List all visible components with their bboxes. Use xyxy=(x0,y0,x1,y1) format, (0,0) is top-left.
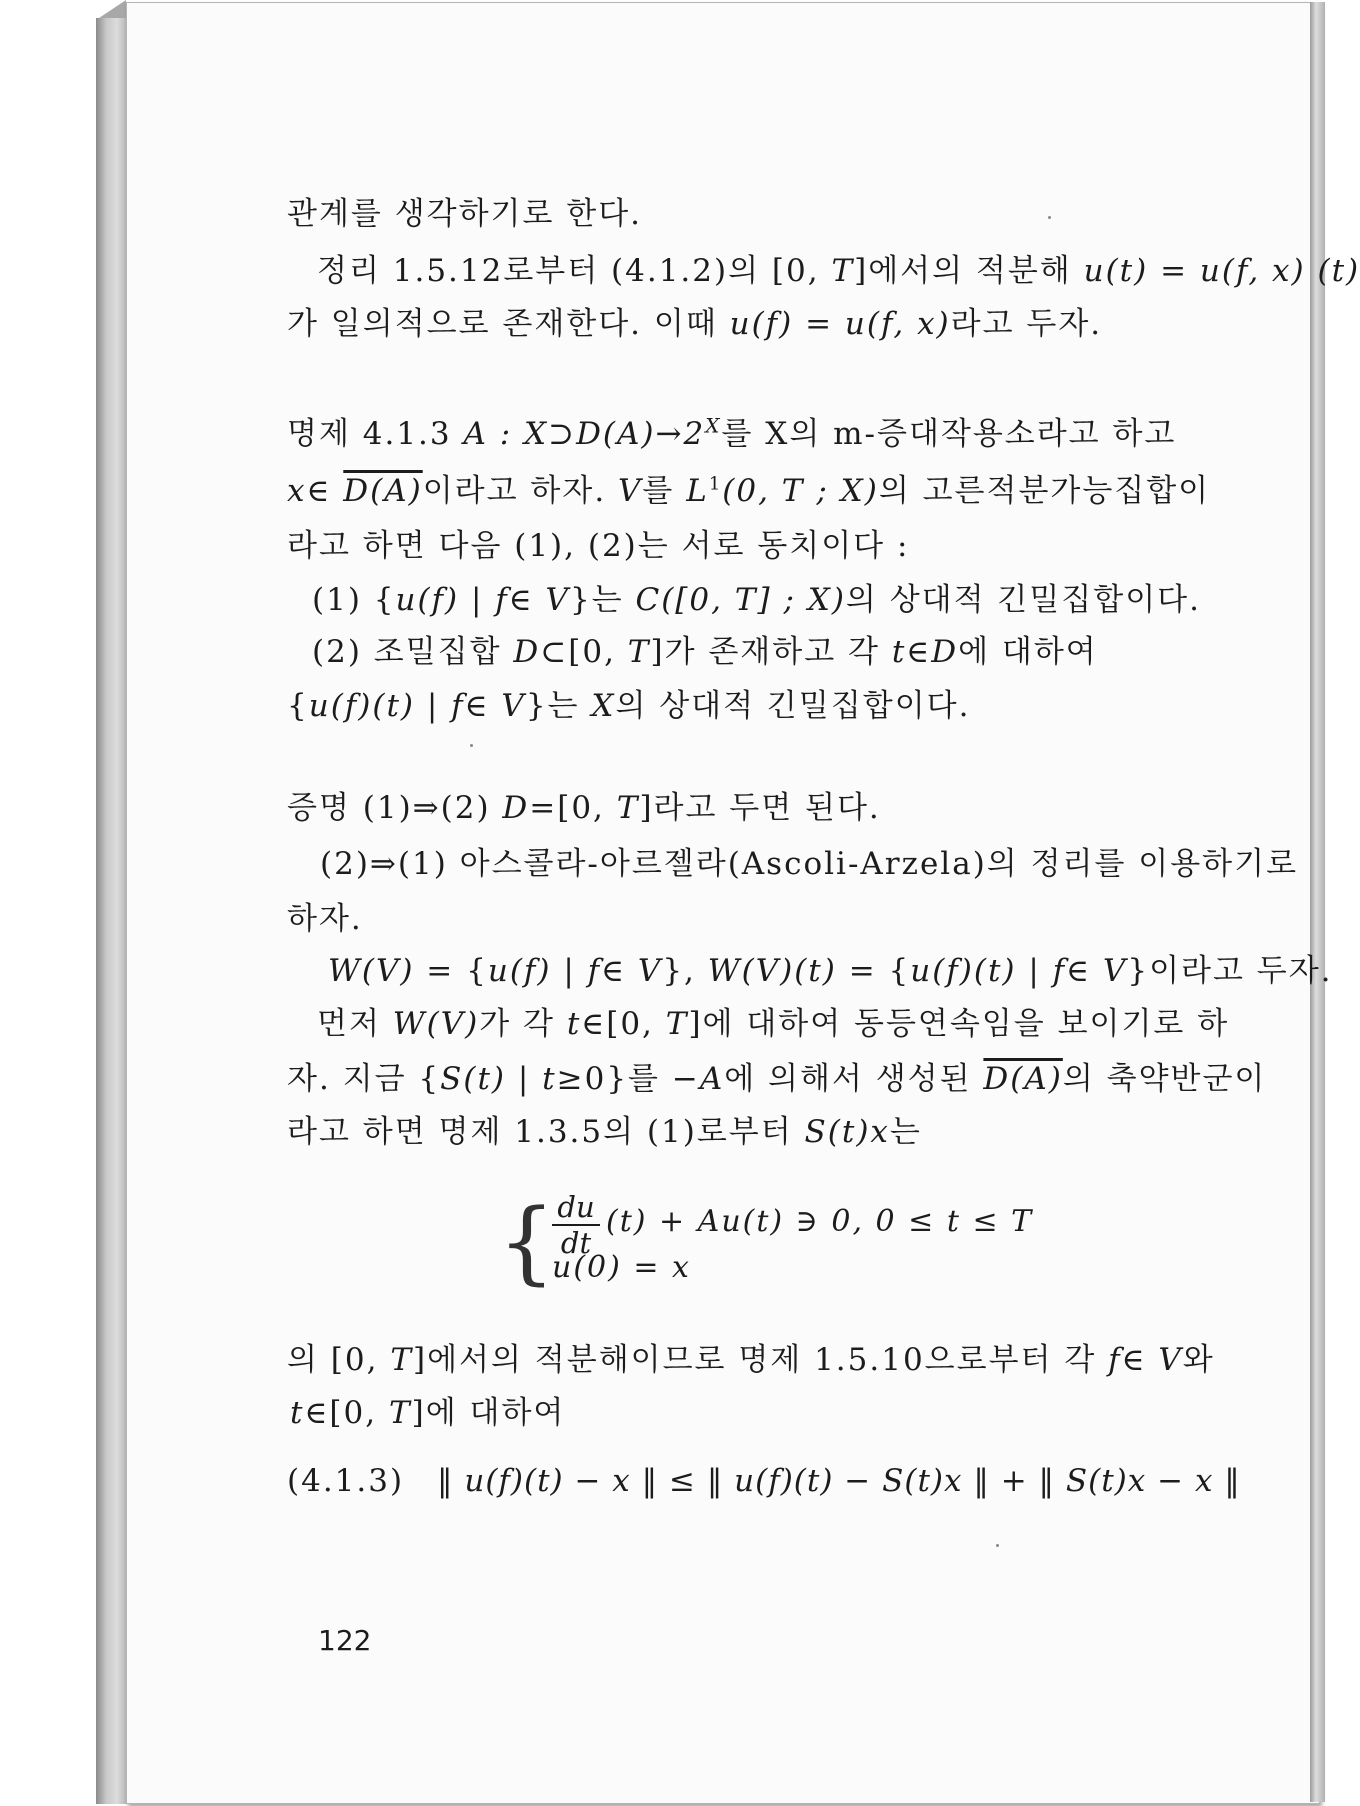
text-segment: 의 상대적 긴밀집합이다. xyxy=(615,688,971,724)
math-closure: D(A) xyxy=(983,1061,1063,1097)
proposition-heading xyxy=(287,408,1176,453)
text-segment: 는 xyxy=(889,1114,922,1150)
text-segment: }이라고 두자. xyxy=(1127,953,1333,989)
math-segment: T xyxy=(388,1395,412,1431)
text-segment: (2) 조밀집합 xyxy=(312,634,514,670)
page-number: 122 xyxy=(318,1624,372,1657)
text-segment: 가 각 xyxy=(479,1006,567,1042)
math-segment: t xyxy=(566,1006,582,1042)
text-segment: 의 고른적분가능집합이 xyxy=(878,473,1211,509)
text-segment: 하자. xyxy=(287,901,363,937)
condition-1 xyxy=(312,574,1201,619)
math-segment: ‖ u(f)(t) − x ‖ ≤ ‖ u(f)(t) − S(t)x ‖ + ‖ S(t)x − x ‖ xyxy=(437,1463,1241,1499)
math-segment: f∈ V xyxy=(1108,1342,1183,1378)
math-segment: W(V) xyxy=(392,1006,480,1042)
text-segment: 와 xyxy=(1182,1342,1215,1378)
math-segment: C([0, T] ; X) xyxy=(635,582,846,618)
text-segment: { xyxy=(287,688,309,724)
text-segment: 라고 하면 명제 1.3.5의 (1)로부터 xyxy=(287,1114,805,1150)
math-superscript: 1 xyxy=(708,473,723,495)
math-segment: D⊂ xyxy=(513,634,569,670)
text-segment: (1) { xyxy=(312,582,396,618)
inequality-4-1-3 xyxy=(437,1463,1241,1499)
math-segment: T xyxy=(390,1342,414,1378)
equation-brace: { xyxy=(498,1190,556,1295)
math-segment: T xyxy=(627,634,651,670)
text-segment: ]에 대하여 동등연속임을 보이기로 하 xyxy=(688,1006,1230,1042)
text-segment: 명제 4.1.3 xyxy=(287,416,464,452)
text-segment: }는 xyxy=(525,688,592,724)
text-segment: 라고 두자. xyxy=(950,306,1103,342)
math-segment: u(f) = u(f, x) xyxy=(729,306,951,342)
fraction-numerator: du xyxy=(552,1190,600,1226)
text-segment: 먼저 xyxy=(317,1006,393,1042)
book-spine-top xyxy=(96,0,126,20)
text-segment: ]가 존재하고 각 xyxy=(650,634,892,670)
math-segment: u(0) = x xyxy=(552,1250,691,1285)
text-segment: 를 xyxy=(642,473,687,509)
text-line-17 xyxy=(287,1334,1215,1379)
math-segment: T xyxy=(831,253,855,289)
equation-line-1 xyxy=(606,1204,1033,1239)
text-segment: ]에서의 적분해이므로 명제 1.5.10으로부터 각 xyxy=(413,1342,1109,1378)
math-segment: L xyxy=(686,473,709,509)
math-segment: V xyxy=(618,473,643,509)
text-line-13 xyxy=(328,945,1333,990)
text-line-18 xyxy=(290,1387,565,1432)
text-segment: ∈[0, xyxy=(304,1395,389,1431)
text-segment: }, xyxy=(662,953,708,989)
text-segment: ]라고 두면 된다. xyxy=(639,790,881,826)
math-segment: u(t) = u(f, x) (t) xyxy=(1083,253,1360,289)
fraction-denominator: dt xyxy=(560,1226,592,1260)
math-segment: u(f) | f∈ V xyxy=(395,582,570,618)
math-segment: u(f)(t) | f∈ V xyxy=(910,953,1128,989)
equation-label: (4.1.3) xyxy=(287,1463,405,1499)
math-segment: D xyxy=(502,790,530,826)
text-segment: 증명 (1)⇒(2) xyxy=(287,790,503,826)
paper-speck xyxy=(470,744,473,747)
math-segment: S(t)x xyxy=(804,1114,890,1150)
text-line-14 xyxy=(317,998,1229,1043)
text-line-16 xyxy=(287,1106,922,1151)
text-segment: ≥0}를 − xyxy=(556,1061,700,1097)
text-segment: = { xyxy=(414,953,488,989)
math-segment: (0, T ; X) xyxy=(722,473,879,509)
text-segment: ∈[0, xyxy=(581,1006,666,1042)
math-segment: u(f) | f∈ V xyxy=(487,953,663,989)
math-closure: D(A) xyxy=(343,473,423,509)
text-segment: 에 대하여 xyxy=(958,634,1098,670)
text-segment: ]에 대하여 xyxy=(411,1395,566,1431)
math-segment: u(f)(t) | f∈ V xyxy=(308,688,526,724)
text-segment: }는 xyxy=(569,582,636,618)
text-segment: 의 축약반군이 xyxy=(1062,1061,1267,1097)
condition-2 xyxy=(312,626,1098,671)
text-line-12 xyxy=(287,893,363,938)
text-segment: 관계를 생각하기로 한다. xyxy=(287,196,643,232)
math-segment: W(V)(t) xyxy=(707,953,837,989)
text-segment: 이라고 하자. xyxy=(422,473,619,509)
math-segment: A : X⊃D(A)→2 xyxy=(463,416,706,452)
text-segment: = { xyxy=(836,953,911,989)
math-segment: T xyxy=(665,1006,689,1042)
math-segment: T xyxy=(616,790,640,826)
equation-number xyxy=(287,1463,404,1499)
math-segment: A xyxy=(699,1061,725,1097)
math-segment: (t) + Au(t) ∋ 0, 0 ≤ t ≤ T xyxy=(606,1204,1034,1239)
text-segment: 의 상대적 긴밀집합이다. xyxy=(845,582,1201,618)
paper-speck xyxy=(996,1544,999,1547)
paper-speck xyxy=(1048,216,1051,219)
text-segment: 자. 지금 { xyxy=(287,1061,441,1097)
text-segment: (2)⇒(1) 아스콜라-아르젤라(Ascoli-Arzela)의 정리를 이용하기로 xyxy=(320,846,1299,882)
text-segment: ]에서의 적분해 xyxy=(854,253,1084,289)
text-line-2 xyxy=(317,245,1360,290)
math-segment: W(V) xyxy=(328,953,415,989)
text-line-15 xyxy=(287,1053,1266,1098)
text-line-6 xyxy=(287,520,909,565)
text-segment: [0, xyxy=(568,634,628,670)
text-line-9 xyxy=(287,680,970,725)
text-segment: 에 의해서 생성된 xyxy=(724,1061,984,1097)
text-segment: =[0, xyxy=(529,790,617,826)
text-segment: 의 [0, xyxy=(287,1342,391,1378)
proof-heading xyxy=(287,782,881,827)
math-segment: t∈D xyxy=(891,634,959,670)
text-segment: 정리 1.5.12로부터 (4.1.2)의 [0, xyxy=(317,253,832,289)
math-segment: X xyxy=(591,688,616,724)
text-line-1 xyxy=(287,188,642,233)
math-segment: t xyxy=(290,1395,305,1431)
text-line-11 xyxy=(320,838,1298,883)
text-segment: 를 X의 m-증대작용소라고 하고 xyxy=(721,416,1177,452)
equation-line-2 xyxy=(552,1250,691,1285)
text-segment: 가 일의적으로 존재한다. 이때 xyxy=(287,306,730,342)
text-segment: 라고 하면 다음 (1), (2)는 서로 동치이다 : xyxy=(287,528,910,564)
math-segment: x∈ xyxy=(287,473,344,509)
text-line-5 xyxy=(287,465,1210,510)
text-line-3 xyxy=(287,298,1102,343)
book-spine xyxy=(96,18,126,1804)
math-superscript: X xyxy=(705,413,722,438)
math-segment: S(t) | t xyxy=(440,1061,557,1097)
